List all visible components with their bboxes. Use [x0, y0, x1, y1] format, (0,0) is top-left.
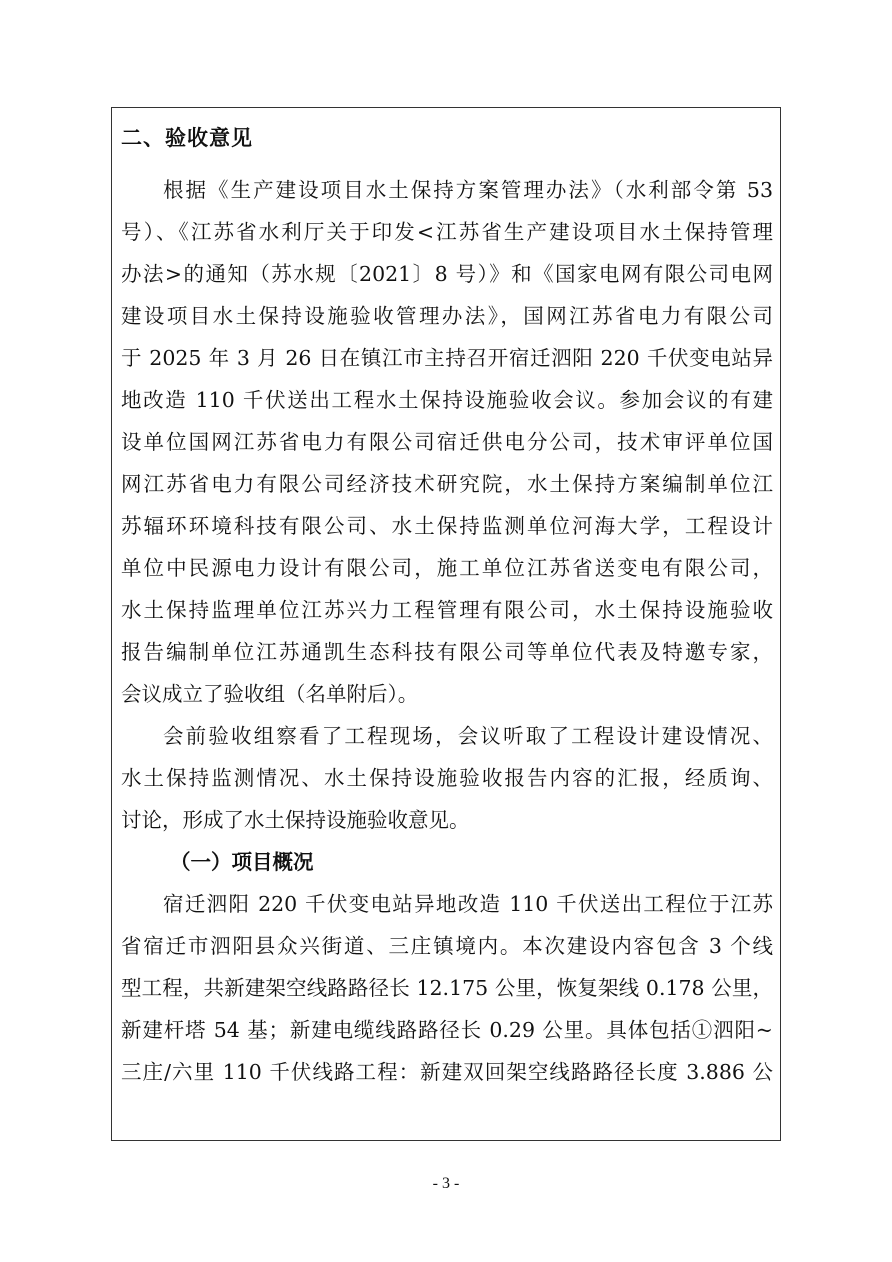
paragraph1-line-8: 网江苏省电力有限公司经济技术研究院，水土保持方案编制单位江 [121, 472, 773, 496]
paragraph1-line-3: 办法>的通知（苏水规〔2021〕8 号）》和《国家电网有限公司电网 [121, 262, 773, 286]
paragraph1-line-5: 于 2025 年 3 月 26 日在镇江市主持召开宿迁泗阳 220 千伏变电站异 [121, 346, 773, 370]
paragraph1-line-11: 水土保持监理单位江苏兴力工程管理有限公司，水土保持设施验收 [121, 598, 773, 622]
paragraph3-line-2: 省宿迁市泗阳县众兴街道、三庄镇境内。本次建设内容包含 3 个线 [121, 934, 773, 958]
paragraph1-line-13: 会议成立了验收组（名单附后）。 [121, 682, 419, 706]
section-title: 二、验收意见 [121, 125, 253, 150]
paragraph1-line-6: 地改造 110 千伏送出工程水土保持设施验收会议。参加会议的有建 [121, 388, 773, 412]
paragraph2-line-3: 讨论，形成了水土保持设施验收意见。 [121, 808, 470, 832]
paragraph1-line-2: 号）、《江苏省水利厅关于印发<江苏省生产建设项目水土保持管理 [121, 220, 773, 244]
paragraph1-line-12: 报告编制单位江苏通凯生态科技有限公司等单位代表及特邀专家， [121, 640, 773, 664]
paragraph3-line-4: 新建杆塔 54 基；新建电缆线路路径长 0.29 公里。具体包括①泗阳~ [121, 1018, 773, 1042]
paragraph1-line-1: 根据《生产建设项目水土保持方案管理办法》（水利部令第 53 [163, 178, 773, 202]
paragraph3-line-1: 宿迁泗阳 220 千伏变电站异地改造 110 千伏送出工程位于江苏 [163, 892, 773, 916]
paragraph2-line-2: 水土保持监测情况、水土保持设施验收报告内容的汇报，经质询、 [121, 766, 773, 790]
paragraph1-line-7: 设单位国网江苏省电力有限公司宿迁供电分公司，技术审评单位国 [121, 430, 773, 454]
paragraph1-line-9: 苏辐环环境科技有限公司、水土保持监测单位河海大学，工程设计 [121, 514, 773, 538]
paragraph3-line-5: 三庄/六里 110 千伏线路工程：新建双回架空线路路径长度 3.886 公 [121, 1060, 773, 1084]
paragraph1-line-4: 建设项目水土保持设施验收管理办法》，国网江苏省电力有限公司 [121, 304, 773, 328]
paragraph2-line-1: 会前验收组察看了工程现场，会议听取了工程设计建设情况、 [163, 724, 773, 748]
page-number: - 3 - [432, 1175, 460, 1192]
opinion-table-frame [111, 107, 781, 1141]
paragraph1-line-10: 单位中民源电力设计有限公司，施工单位江苏省送变电有限公司， [121, 556, 773, 580]
subsection-title: （一）项目概况 [170, 850, 314, 874]
paragraph3-line-3: 型工程，共新建架空线路路径长 12.175 公里，恢复架线 0.178 公里， [121, 976, 773, 1000]
